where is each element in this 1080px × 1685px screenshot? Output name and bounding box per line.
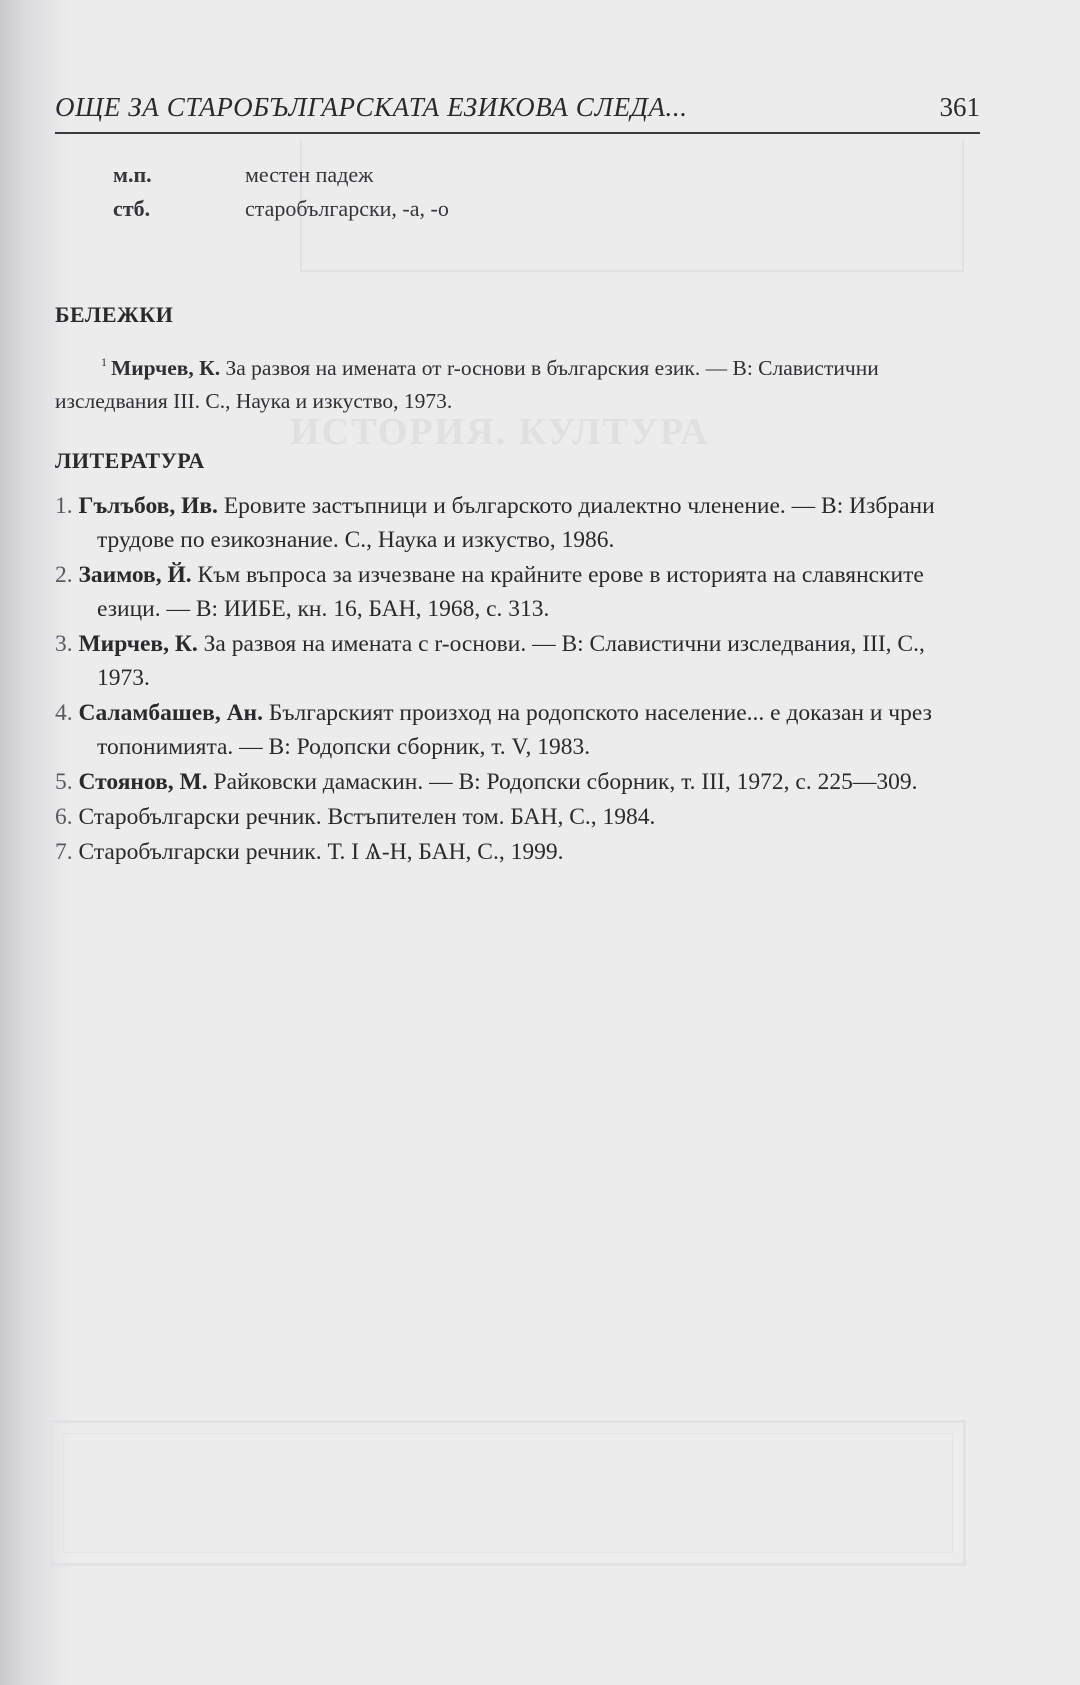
literature-text: Еровите застъпници и българското диалектно членение. — В: Избрани трудове по езикознание. С., Наука и изкуство, 1986.	[97, 493, 935, 553]
literature-author: Саламбашев, Ан.	[78, 700, 263, 726]
literature-item	[55, 835, 980, 869]
abbreviation-row	[113, 158, 449, 192]
literature-author: Мирчев, К.	[78, 631, 198, 657]
literature-text: Към въпроса за изчезване на крайните ерове в историята на славянските езици. — В: ИИБЕ, кн. 16, БАН, 1968, с. 313.	[97, 562, 924, 622]
literature-text: Райковски дамаскин. — В: Родопски сборник, т. III, 1972, с. 225—309.	[207, 769, 918, 795]
footnote	[55, 346, 980, 418]
abbreviation-definition: старобългарски, -а, -о	[245, 196, 449, 221]
footnote-author: Мирчев, К.	[111, 356, 221, 380]
literature-text: Старобългарски речник. Встъпителен том. БАН, С., 1984.	[78, 804, 656, 830]
literature-list	[55, 489, 980, 870]
literature-number: 3.	[55, 631, 73, 657]
notes-heading: БЕЛЕЖКИ	[55, 302, 174, 327]
literature-item	[55, 765, 980, 799]
literature-item	[55, 800, 980, 834]
abbreviation-term: стб.	[113, 196, 151, 221]
literature-number: 4.	[55, 700, 73, 726]
running-title: ОЩЕ ЗА СТАРОБЪЛГАРСКАТА ЕЗИКОВА СЛЕДА...	[55, 92, 688, 122]
footnote-marker: 1	[101, 355, 107, 369]
literature-number: 2.	[55, 562, 73, 588]
show-through-title: ИСТОРИЯ. КУЛТУРА	[290, 411, 710, 453]
literature-number: 6.	[55, 804, 73, 830]
literature-heading: ЛИТЕРАТУРА	[55, 448, 205, 473]
literature-author: Гълъбов, Ив.	[78, 493, 218, 519]
abbreviation-list	[113, 158, 449, 226]
literature-item	[55, 558, 980, 626]
literature-number: 1.	[55, 493, 73, 519]
running-head	[55, 88, 980, 134]
literature-author: Стоянов, М.	[78, 769, 208, 795]
literature-item	[55, 489, 980, 557]
literature-text: Старобългарски речник. Т. I Ѧ-Н, БАН, С., 1999.	[78, 839, 564, 865]
abbreviation-row	[113, 192, 449, 226]
abbreviation-term: м.п.	[113, 162, 152, 187]
show-through-frame-bottom	[50, 1420, 966, 1566]
literature-number: 7.	[55, 839, 73, 865]
abbreviation-definition: местен падеж	[245, 162, 374, 187]
literature-text: Българският произход на родопското население... е доказан и чрез топонимията. — В: Родопски сборник, т. V, 1983.	[97, 700, 932, 760]
literature-text: За развоя на имената с r-основи. — В: Славистични изследвания, III, С., 1973.	[97, 631, 925, 691]
literature-item	[55, 627, 980, 695]
footnote-text: За развоя на имената от r-основи в българския език. — В: Славистични изследвания III. С., Наука и изкуство, 1973.	[55, 356, 879, 413]
page-number: 361	[939, 92, 980, 122]
literature-author: Заимов, Й.	[78, 562, 192, 588]
literature-number: 5.	[55, 769, 73, 795]
literature-item	[55, 696, 980, 764]
